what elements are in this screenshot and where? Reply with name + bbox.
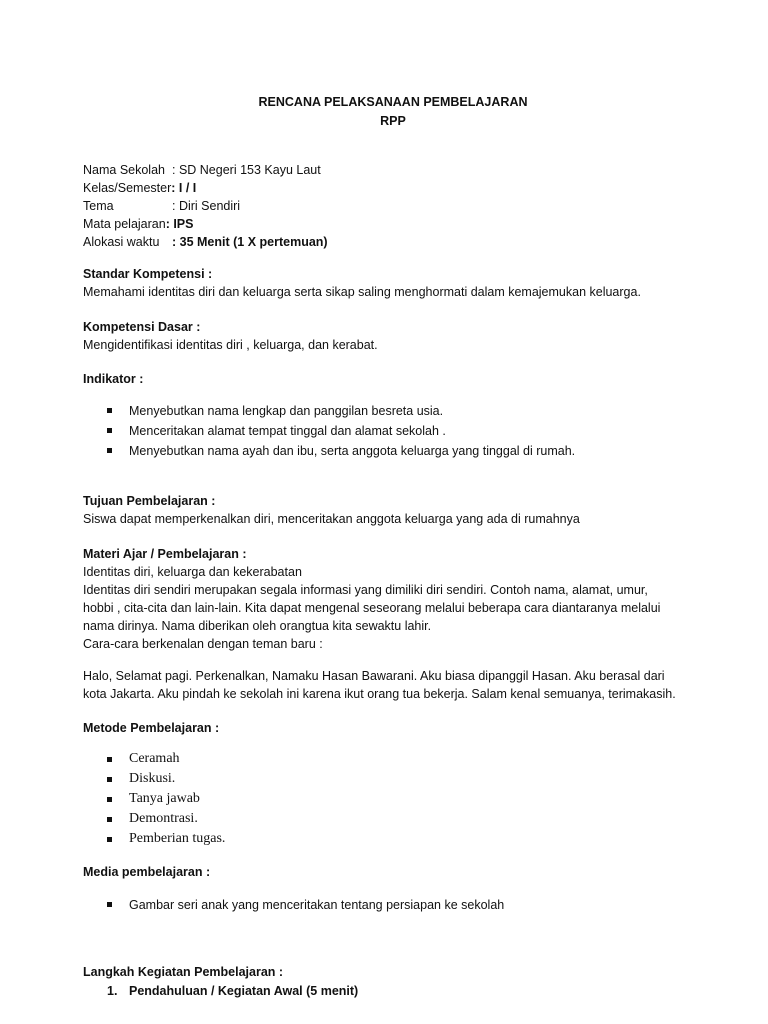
list-item: Gambar seri anak yang menceritakan tentang persiapan ke sekolah	[83, 896, 703, 916]
langkah-list	[83, 982, 703, 1000]
identity-label: Tema	[83, 199, 114, 213]
identity-value: : SD Negeri 153 Kayu Laut	[172, 163, 321, 177]
list-item: Pemberian tugas.	[83, 830, 703, 850]
section-media	[83, 863, 703, 881]
list-item: Menceritakan alamat tempat tinggal dan alamat sekolah .	[83, 422, 703, 442]
section-heading: Standar Kompetensi :	[83, 267, 213, 281]
section-text: Mengidentifikasi identitas diri , keluarga, dan kerabat.	[83, 338, 378, 352]
materi-line: Identitas diri sendiri merupakan segala informasi yang dimiliki diri sendiri. Contoh nama, alamat, umur,	[83, 583, 648, 597]
list-item: Menyebutkan nama lengkap dan panggilan besreta usia.	[83, 402, 703, 422]
section-heading: Metode Pembelajaran :	[83, 721, 220, 735]
identity-label: Alokasi waktu	[83, 235, 160, 249]
list-item: Tanya jawab	[83, 790, 703, 810]
indikator-list	[83, 402, 703, 462]
identity-label: Kelas/Semester	[83, 181, 172, 195]
identity-value: : 35 Menit (1 X pertemuan)	[172, 235, 328, 249]
list-item: Diskusi.	[83, 770, 703, 790]
identity-value: : I / I	[171, 181, 197, 195]
section-heading: Media pembelajaran :	[83, 865, 211, 879]
example-line: Halo, Selamat pagi. Perkenalkan, Namaku Hasan Bawarani. Aku biasa dipanggil Hasan. Aku berasal dari	[83, 669, 665, 683]
metode-list	[83, 750, 703, 850]
section-standar	[83, 265, 703, 301]
section-tujuan	[83, 492, 703, 528]
section-materi	[83, 545, 703, 653]
identity-label: Nama Sekolah	[83, 163, 165, 177]
materi-line: nama dirinya. Nama diberikan oleh orangtua kita sewaktu lahir.	[83, 619, 432, 633]
section-langkah	[83, 963, 703, 981]
section-text: Memahami identitas diri dan keluarga serta sikap saling menghormati dalam kemajemukan keluarga.	[83, 285, 641, 299]
materi-example	[83, 667, 703, 703]
identity-value: : IPS	[165, 217, 194, 231]
identity-row-theme	[83, 197, 703, 215]
identity-row-subject	[83, 215, 703, 233]
identity-row-class	[83, 179, 703, 197]
list-item: Menyebutkan nama ayah dan ibu, serta anggota keluarga yang tinggal di rumah.	[83, 442, 703, 462]
list-item: Demontrasi.	[83, 810, 703, 830]
document-page	[83, 0, 703, 1024]
section-kompetensi	[83, 318, 703, 354]
media-list	[83, 896, 703, 916]
identity-label: Mata pelajaran	[83, 217, 166, 231]
section-indikator	[83, 370, 703, 388]
list-item: Ceramah	[83, 750, 703, 770]
list-number: 1.	[107, 984, 118, 998]
document-title	[83, 93, 703, 131]
title-line-1: RENCANA PELAKSANAAN PEMBELAJARAN	[258, 95, 528, 109]
identity-value: : Diri Sendiri	[172, 199, 241, 213]
materi-line: Identitas diri, keluarga dan kekerabatan	[83, 565, 302, 579]
list-text: Pendahuluan / Kegiatan Awal (5 menit)	[129, 984, 359, 998]
identity-row-time	[83, 233, 703, 251]
identity-row-school	[83, 161, 703, 179]
materi-line: hobbi , cita-cita dan lain-lain. Kita dapat mengenal seseorang melalui beberapa cara diantaranya melalui	[83, 601, 661, 615]
identity-table	[83, 161, 703, 251]
example-line: kota Jakarta. Aku pindah ke sekolah ini karena ikut orang tua bekerja. Salam kenal semuanya, terimakasih.	[83, 687, 676, 701]
section-heading: Indikator :	[83, 372, 144, 386]
section-heading: Langkah Kegiatan Pembelajaran :	[83, 965, 284, 979]
section-heading: Tujuan Pembelajaran :	[83, 494, 216, 508]
title-line-2: RPP	[380, 114, 406, 128]
section-metode	[83, 719, 703, 737]
materi-line: Cara-cara berkenalan dengan teman baru :	[83, 637, 323, 651]
section-heading: Materi Ajar / Pembelajaran :	[83, 547, 247, 561]
section-text: Siswa dapat memperkenalkan diri, menceritakan anggota keluarga yang ada di rumahnya	[83, 512, 580, 526]
list-item	[83, 982, 703, 1000]
section-heading: Kompetensi Dasar :	[83, 320, 201, 334]
